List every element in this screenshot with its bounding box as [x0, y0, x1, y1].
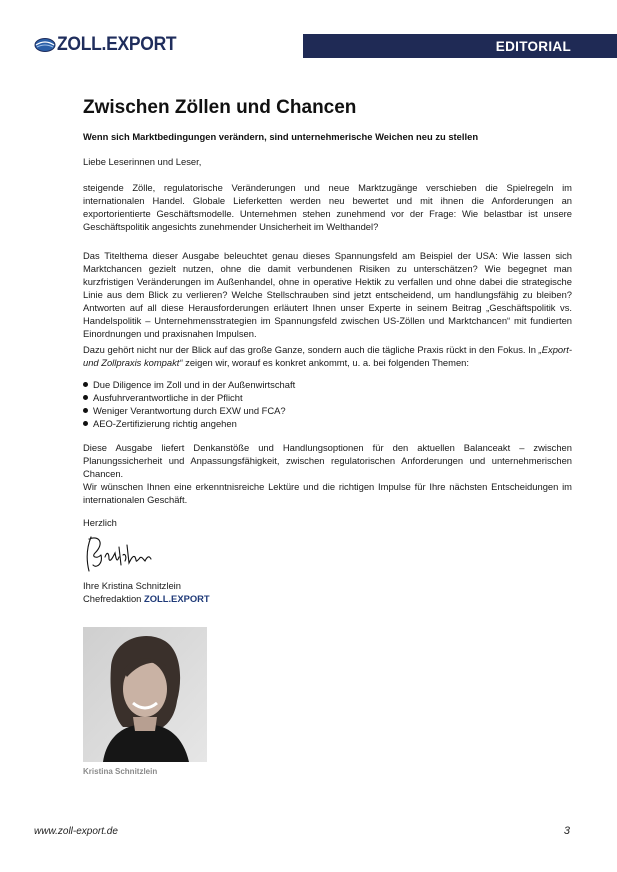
paragraph-2: Das Titelthema dieser Ausgabe beleuchtet genau dieses Spannungsfeld am Beispiel der USA: Wie lassen sich Marktchancen gezielt nutzen, ohne die damit verbundenen Risiken zu unterschätzen? Wie begegnet man kurzfristigen Veränderungen im Außenhandel, ohne in operative Hektik zu verfallen und ohne dabei die strategische Linie aus dem Blick zu verlieren? Welche Stellschrauben sind jetzt entscheidend, um handlungsfähig zu bleiben? Antworten auf all diese Herausforderungen erläutert Ihnen unser Experte in seinem Beitrag „Geschäftspolitik vs. Handelspolitik – Unternehmensstrategien im Spannungsfeld zwischen US-Zöllen und Marktchancen“ mit fundierten Einordnungen und praxisnahen Impulsen. — [83, 250, 572, 339]
paragraph-4: Diese Ausgabe liefert Denkanstöße und Handlungsoptionen für den aktuellen Balanceakt – zwischen Planungssicherheit und Anpassungsfähigkeit, zwischen regulatorischen Anforderungen und unternehmerischen Chancen. — [83, 442, 572, 479]
portrait-image — [83, 627, 207, 762]
editor-role — [83, 592, 210, 605]
handwritten-signature — [83, 533, 155, 575]
greeting: Liebe Leserinnen und Leser, — [83, 156, 202, 167]
paragraph-5: Wir wünschen Ihnen eine erkenntnisreiche Lektüre und die richtigen Impulse für Ihre nächsten Entscheidungen im internationalen Geschäft. — [83, 481, 572, 505]
author-photo — [83, 627, 207, 762]
signature-name: Ihre Kristina Schnitzlein — [83, 580, 181, 591]
footer-website-link[interactable]: www.zoll-export.de — [34, 826, 118, 837]
section-header-bar — [303, 34, 617, 58]
role-brand: ZOLL.EXPORT — [143, 593, 210, 604]
photo-caption: Kristina Schnitzlein — [83, 767, 158, 776]
paragraph-3-start: Dazu gehört nicht nur der Blick auf das große Ganze, sondern auch die tägliche Praxis rückt in den Fokus. In — [83, 344, 539, 355]
article-title: Zwischen Zöllen und Chancen — [83, 97, 357, 118]
list-item: Due Diligence im Zoll und in der Außenwirtschaft — [83, 378, 295, 391]
paragraph-3 — [83, 343, 572, 369]
list-item: Ausfuhrverantwortliche in der Pflicht — [83, 391, 295, 404]
article-subtitle: Wenn sich Marktbedingungen verändern, sind unternehmerische Weichen neu zu stellen — [83, 131, 479, 142]
topics-list — [83, 378, 295, 430]
publication-name: „Export- und Zollpraxis kompakt“ — [83, 344, 572, 368]
page-number: 3 — [563, 825, 570, 837]
paragraph-1: steigende Zölle, regulatorische Veränderungen und neue Marktzugänge verschieben die Spielregeln im internationalen Handel. Globale Lieferketten werden neu bewertet und mit ihnen die Anforderungen an exportorientierte Geschäftsmodelle. Unternehmen stehen zunehmend vor der Frage: Wie belastbar ist unsere Geschäftspolitik angesichts zunehmender Unsicherheit im Welthandel? — [83, 182, 572, 232]
globe-logo-icon — [34, 37, 56, 53]
section-label: EDITORIAL — [495, 38, 571, 54]
role-prefix: Chefredaktion — [83, 593, 144, 604]
brand-logo — [34, 34, 187, 56]
list-item: Weniger Verantwortung durch EXW und FCA? — [83, 404, 295, 417]
closing: Herzlich — [83, 517, 117, 528]
paragraph-3-end: zeigen wir, worauf es konkret ankommt, u. a. bei folgenden Themen: — [182, 357, 469, 368]
logo-text: ZOLL.EXPORT — [57, 34, 177, 55]
list-item: AEO-Zertifizierung richtig angehen — [83, 417, 295, 430]
